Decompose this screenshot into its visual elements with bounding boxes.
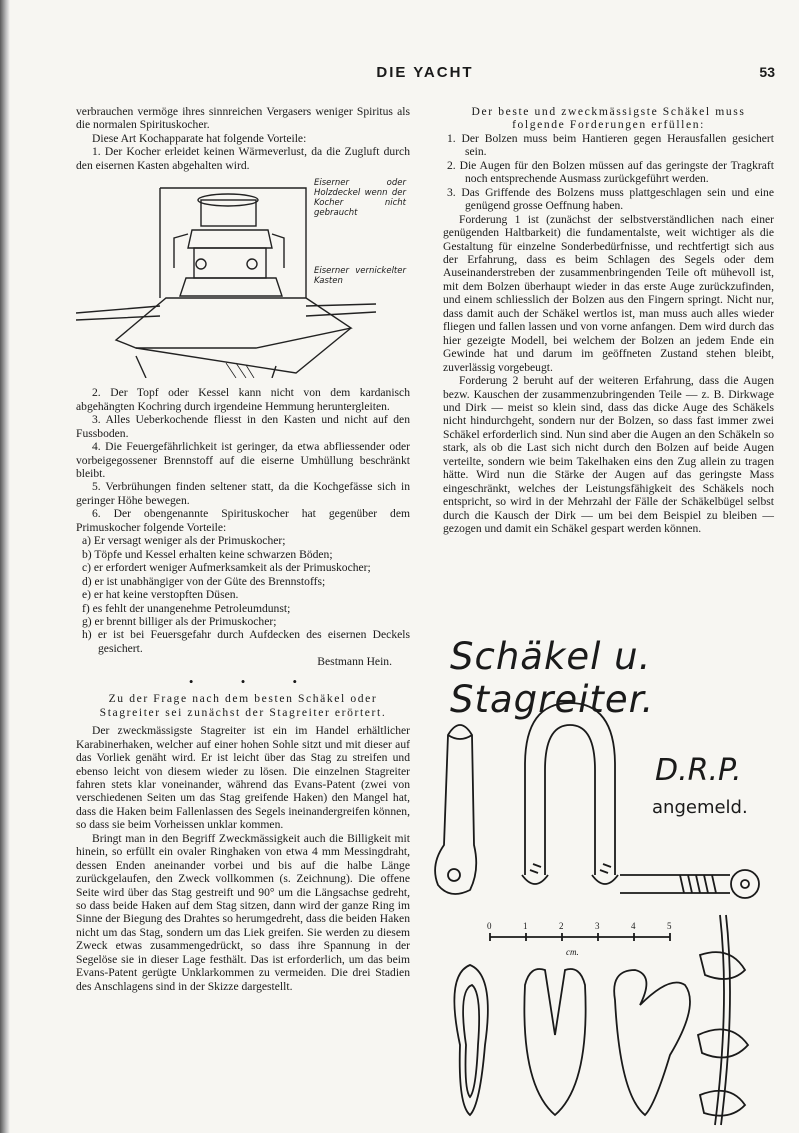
requirement-item: 2. Die Augen für den Bolzen müssen auf das geringste der Tragkraft noch entsprechende Ausmass zurückgeführt werden.	[447, 158, 774, 186]
advantages-intro: Diese Art Kochapparate hat folgende Vorteile:	[92, 131, 307, 145]
page-gutter-shadow	[0, 0, 10, 1133]
stagreiter-paragraph-2: Bringt man in den Begriff Zweckmässigkeit auch die Billigkeit mit hinein, so erfüllt ein ovaler Ringhaken von etwa 4 mm Messingdraht, dessen Enden aneinander vorbei und bis auf die halbe Länge zurückgelaufen, den Zweck vollkommen (s. Zeichnung). Die offene Seite wird über das Stag gestreift und 90° um die Längsachse gedreht, so dass beide Haken auf dem Stag sitzen, dann wird der ganze Ring im Sinne der Biegung des Drahtes so herumgedreht, dass die beiden Haken nicht um das Stag, sondern um das Liek greifen. Sie werden zu diesem Zweck etwas zusammengedrückt, so dass ihre Spannung in der Segelöse sie in dieser Lage festhält. Das ist erforderlich, um das beim Evans-Patent gerügte Unklarkommen zu vermeiden. Die drei Stadien des Anschlagens sind in der Skizze dargestellt.	[76, 831, 410, 993]
cooker-sketch	[76, 178, 410, 378]
sub-advantage: g) er brennt billiger als der Primuskocher;	[82, 614, 277, 628]
scale-unit-label: cm.	[566, 947, 579, 957]
advantage-3: 3. Alles Ueberkochende fliesst in den Kasten und nicht auf den Fussboden.	[76, 413, 410, 440]
scale-label: 5	[667, 921, 672, 931]
section-heading-stagreiter: Zu der Frage nach dem besten Schäkel oder Stagreiter sei zunächst der Stagreiter erörtert.	[99, 692, 387, 719]
right-column	[443, 105, 774, 536]
figure-title: Schäkel u. Stagreiter.	[450, 635, 655, 721]
scale-label: 2	[559, 921, 564, 931]
stagreiter-stage-3	[614, 970, 690, 1115]
sub-advantage: f) es fehlt der unangenehme Petroleumdunst;	[82, 601, 291, 615]
sub-advantage: c) er erfordert weniger Aufmerksamkeit als der Primuskocher;	[82, 561, 371, 575]
stay-rope	[715, 915, 724, 1125]
page-header	[75, 64, 775, 84]
scale-label: 1	[523, 921, 528, 931]
section-heading-schaekel: Der beste und zweckmässigste Schäkel muss folgende Forderungen erfüllen:	[471, 105, 746, 132]
requirement-item: 1. Der Bolzen muss beim Hantieren gegen Herausfallen gesichert sein.	[447, 131, 774, 159]
scale-label: 0	[487, 921, 492, 931]
patent-label: D.R.P.	[655, 753, 742, 788]
sub-advantage: e) er hat keine verstopften Düsen.	[82, 588, 239, 602]
intro-paragraph: verbrauchen vermöge ihres sinnreichen Vergasers weniger Spiritus als die normalen Spirituskocher.	[76, 105, 410, 132]
advantage-1: 1. Der Kocher erleidet keinen Wärmeverlust, da die Zugluft durch den eisernen Kasten abgehalten wird.	[76, 145, 410, 172]
sketch-annotation-top: Eiserner oder Holzdeckel wenn der Kocher nicht gebraucht	[314, 178, 406, 219]
schaekel-drawings	[430, 625, 799, 1133]
scale-label: 4	[631, 921, 636, 931]
sketch-annotation-bottom: Eiserner vernickelter Kasten	[314, 266, 406, 287]
sub-advantage: d) er ist unabhängiger von der Güte des Brennstoffs;	[82, 574, 326, 588]
sub-advantage: b) Töpfe und Kessel erhalten keine schwarzen Böden;	[82, 547, 333, 561]
forderung-2-paragraph: Forderung 2 beruht auf der weiteren Erfahrung, dass die Augen bezw. Kauschen der zusammenzubringenden Teile — z. B. Dirkwage und Dirk — meist so klein sind, dass das dicke Auge des Schäkels nicht hindurchgeht, sondern nur der Bolzen, so dass fast immer zwei Schäkel erforderlich sind. Nun sind aber die Augen an den Schäkeln so stark, als ob die Last sich nicht durch den Bolzen auf beide Augen verteilte, sondern wie beim Takelhaken eins den Zug allein zu tragen hätte. Wird nun die Stärke der Augen auf das geringste Mass eingeschränkt, welches der Leistungsfähigkeit des Schäkels noch entspricht, so wird in der Mehrzahl der Fälle der Schäkelbügel selbst durch die Kausch der Dirk — um bei dem Beispiel zu bleiben — gezogen und damit ein Schäkel gespart werden können.	[443, 374, 774, 536]
left-column	[76, 105, 410, 993]
patent-status-label: angemeld.	[652, 797, 748, 818]
sub-advantage: h) er ist bei Feuersgefahr durch Aufdecken des eisernen Deckels gesichert.	[82, 628, 410, 655]
requirement-item: 3. Das Griffende des Bolzens muss plattgeschlagen sein und eine genügend grosse Oeffnung haben.	[447, 185, 774, 213]
journal-title: DIE YACHT	[376, 64, 474, 81]
advantage-5: 5. Verbrühungen finden seltener statt, da die Kochgefässe sich in geringer Höhe bewegen.	[76, 480, 410, 507]
stagreiter-stage-1	[454, 965, 487, 1115]
stagreiter-stage-2	[524, 969, 585, 1115]
section-separator: • • •	[188, 673, 320, 689]
forderung-1-paragraph: Forderung 1 ist (zunächst der selbstverständlichen nach einer genügenden Haltbarkeit) die fundamentalste, weit wichtiger als die Gestaltung für einzelne Sonderbedürfnisse, und rechtfertigt sich aus der Erfahrung, dass es beim Schlagen des Segels oder dem Auseinanderstreben der zusammenbringenden Teile oft mühevoll ist, mit dem Bolzen überhaupt wieder in das erste Auge zurückzufinden, und einem schliesslich der Bolzen aus den Fingern springt. Nicht nur, dass damit auch der Schäkel wertlos ist, man muss auch alles wieder fliegen und fallen lassen und von vorne anfangen. Dem wird durch das hier gezeigte Modell, bei welchem der Bolzen an jedem Ende ein Gewinde hat und darum im geöffneten Zustand stehen bleibt, zuverlässig vorgebeugt.	[443, 212, 774, 374]
page-number: 53	[759, 64, 775, 80]
schaekel-figure	[430, 625, 799, 1133]
stagreiter-paragraph-1: Der zweckmässigste Stagreiter ist ein im Handel erhältlicher Karabinerhaken, welcher auf einer hohen Sohle sitzt und mit dieser auf das Vorliek genäht wird. Er ist leicht über das Stag zu streifen und ebenso leicht von diesem wieder zu lösen. Die einzelnen Stagreiter fahren stets klar voneinander, während das Evans-Patent (zwei von verschiedenen Seiten um das Stag greifende Haken) den Mangel hat, dass die Haken beim Fallenlassen des Segels ineinandergreifen können, so dass sie beim Vorheissen unklar kommen.	[76, 724, 410, 832]
author-signature: Bestmann Hein.	[317, 655, 392, 669]
shackle-drawing	[525, 703, 615, 875]
advantage-2: 2. Der Topf oder Kessel kann nicht von dem kardanisch abgehängten Kochring durch irgendeine Hemmung heruntergleiten.	[76, 386, 410, 413]
scale-label: 3	[595, 921, 600, 931]
advantage-6: 6. Der obengenannte Spirituskocher hat gegenüber dem Primuskocher folgende Vorteile:	[76, 507, 410, 534]
advantage-4: 4. Die Feuergefährlichkeit ist geringer, da etwa abfliessender oder vorbeigegossener Brennstoff auf die eiserne Umhüllung beschränkt bleibt.	[76, 440, 410, 480]
sub-advantage: a) Er versagt weniger als der Primuskocher;	[82, 534, 286, 548]
